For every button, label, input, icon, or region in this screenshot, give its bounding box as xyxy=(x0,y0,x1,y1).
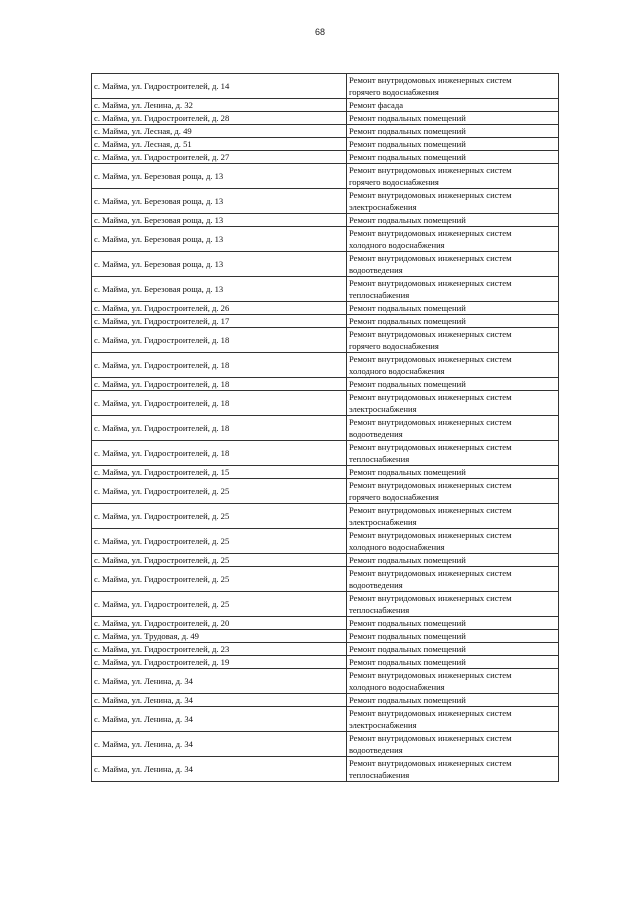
address-cell: с. Майма, ул. Гидростроителей, д. 15 xyxy=(92,466,347,479)
table-row xyxy=(92,707,559,732)
work-line: теплоснабжения xyxy=(349,770,410,780)
work-line: электроснабжения xyxy=(349,720,417,730)
work-cell xyxy=(347,214,559,227)
address-cell: с. Майма, ул. Ленина, д. 34 xyxy=(92,707,347,732)
table-row xyxy=(92,732,559,757)
work-cell xyxy=(347,694,559,707)
table-row xyxy=(92,694,559,707)
work-line: Ремонт подвальных помещений xyxy=(349,379,466,389)
work-cell xyxy=(347,112,559,125)
address-cell: с. Майма, ул. Ленина, д. 34 xyxy=(92,669,347,694)
works-table xyxy=(91,73,559,782)
table-row xyxy=(92,353,559,378)
address-cell: с. Майма, ул. Гидростроителей, д. 26 xyxy=(92,302,347,315)
table-row xyxy=(92,252,559,277)
work-cell xyxy=(347,391,559,416)
work-cell xyxy=(347,302,559,315)
work-line: водоотведения xyxy=(349,429,403,439)
address-cell: с. Майма, ул. Гидростроителей, д. 25 xyxy=(92,567,347,592)
work-cell xyxy=(347,328,559,353)
work-line: Ремонт фасада xyxy=(349,100,404,110)
address-cell: с. Майма, ул. Березовая роща, д. 13 xyxy=(92,214,347,227)
work-line: горячего водоснабжения xyxy=(349,492,439,502)
table-row xyxy=(92,466,559,479)
address-cell: с. Майма, ул. Гидростроителей, д. 23 xyxy=(92,643,347,656)
table-row xyxy=(92,592,559,617)
work-line: холодного водоснабжения xyxy=(349,542,445,552)
work-cell xyxy=(347,592,559,617)
work-line: электроснабжения xyxy=(349,202,417,212)
table-row xyxy=(92,315,559,328)
work-line: Ремонт внутридомовых инженерных систем xyxy=(349,278,512,288)
address-cell: с. Майма, ул. Гидростроителей, д. 19 xyxy=(92,656,347,669)
work-line: горячего водоснабжения xyxy=(349,87,439,97)
work-cell xyxy=(347,315,559,328)
address-cell: с. Майма, ул. Березовая роща, д. 13 xyxy=(92,252,347,277)
work-line: Ремонт подвальных помещений xyxy=(349,631,466,641)
table-row xyxy=(92,378,559,391)
work-line: горячего водоснабжения xyxy=(349,341,439,351)
work-line: Ремонт подвальных помещений xyxy=(349,316,466,326)
table-row xyxy=(92,328,559,353)
address-cell: с. Майма, ул. Гидростроителей, д. 25 xyxy=(92,554,347,567)
work-line: водоотведения xyxy=(349,580,403,590)
work-line: горячего водоснабжения xyxy=(349,177,439,187)
address-cell: с. Майма, ул. Трудовая, д. 49 xyxy=(92,630,347,643)
table-row xyxy=(92,277,559,302)
work-cell xyxy=(347,441,559,466)
address-cell: с. Майма, ул. Гидростроителей, д. 25 xyxy=(92,529,347,554)
work-line: Ремонт подвальных помещений xyxy=(349,152,466,162)
table-row xyxy=(92,74,559,99)
table-row xyxy=(92,529,559,554)
work-line: Ремонт внутридомовых инженерных систем xyxy=(349,733,512,743)
work-cell xyxy=(347,630,559,643)
work-cell xyxy=(347,757,559,782)
address-cell: с. Майма, ул. Ленина, д. 34 xyxy=(92,694,347,707)
table-row xyxy=(92,630,559,643)
table-row xyxy=(92,99,559,112)
work-line: Ремонт внутридомовых инженерных систем xyxy=(349,593,512,603)
address-cell: с. Майма, ул. Ленина, д. 34 xyxy=(92,732,347,757)
work-line: Ремонт внутридомовых инженерных систем xyxy=(349,480,512,490)
address-cell: с. Майма, ул. Гидростроителей, д. 14 xyxy=(92,74,347,99)
work-cell xyxy=(347,479,559,504)
work-cell xyxy=(347,554,559,567)
work-cell xyxy=(347,189,559,214)
work-line: теплоснабжения xyxy=(349,605,410,615)
table-row xyxy=(92,227,559,252)
work-cell xyxy=(347,138,559,151)
work-line: холодного водоснабжения xyxy=(349,240,445,250)
work-line: Ремонт внутридомовых инженерных систем xyxy=(349,165,512,175)
address-cell: с. Майма, ул. Гидростроителей, д. 18 xyxy=(92,353,347,378)
work-line: водоотведения xyxy=(349,265,403,275)
table-row xyxy=(92,567,559,592)
work-line: Ремонт подвальных помещений xyxy=(349,126,466,136)
work-line: Ремонт внутридомовых инженерных систем xyxy=(349,442,512,452)
work-cell xyxy=(347,707,559,732)
work-line: Ремонт внутридомовых инженерных систем xyxy=(349,190,512,200)
work-line: Ремонт подвальных помещений xyxy=(349,113,466,123)
table-row xyxy=(92,656,559,669)
work-cell xyxy=(347,277,559,302)
table-row xyxy=(92,416,559,441)
work-cell xyxy=(347,378,559,391)
work-line: Ремонт подвальных помещений xyxy=(349,695,466,705)
work-cell xyxy=(347,151,559,164)
address-cell: с. Майма, ул. Гидростроителей, д. 18 xyxy=(92,378,347,391)
table-row xyxy=(92,112,559,125)
table-row xyxy=(92,504,559,529)
work-line: Ремонт внутридомовых инженерных систем xyxy=(349,530,512,540)
address-cell: с. Майма, ул. Березовая роща, д. 13 xyxy=(92,227,347,252)
work-cell xyxy=(347,643,559,656)
table-row xyxy=(92,669,559,694)
address-cell: с. Майма, ул. Гидростроителей, д. 18 xyxy=(92,391,347,416)
address-cell: с. Майма, ул. Гидростроителей, д. 27 xyxy=(92,151,347,164)
address-cell: с. Майма, ул. Березовая роща, д. 13 xyxy=(92,164,347,189)
work-line: теплоснабжения xyxy=(349,290,410,300)
work-cell xyxy=(347,99,559,112)
work-cell xyxy=(347,504,559,529)
table-row xyxy=(92,617,559,630)
work-line: Ремонт внутридомовых инженерных систем xyxy=(349,670,512,680)
table-row xyxy=(92,214,559,227)
address-cell: с. Майма, ул. Гидростроителей, д. 25 xyxy=(92,504,347,529)
address-cell: с. Майма, ул. Березовая роща, д. 13 xyxy=(92,277,347,302)
address-cell: с. Майма, ул. Березовая роща, д. 13 xyxy=(92,189,347,214)
address-cell: с. Майма, ул. Гидростроителей, д. 20 xyxy=(92,617,347,630)
address-cell: с. Майма, ул. Гидростроителей, д. 17 xyxy=(92,315,347,328)
address-cell: с. Майма, ул. Гидростроителей, д. 25 xyxy=(92,592,347,617)
work-line: Ремонт подвальных помещений xyxy=(349,555,466,565)
work-line: холодного водоснабжения xyxy=(349,366,445,376)
work-line: Ремонт внутридомовых инженерных систем xyxy=(349,75,512,85)
work-line: Ремонт внутридомовых инженерных систем xyxy=(349,505,512,515)
work-cell xyxy=(347,529,559,554)
work-line: водоотведения xyxy=(349,745,403,755)
table-row xyxy=(92,138,559,151)
work-cell xyxy=(347,567,559,592)
work-line: Ремонт подвальных помещений xyxy=(349,467,466,477)
work-line: Ремонт подвальных помещений xyxy=(349,303,466,313)
address-cell: с. Майма, ул. Гидростроителей, д. 18 xyxy=(92,416,347,441)
table-row xyxy=(92,757,559,782)
table-row xyxy=(92,441,559,466)
work-line: Ремонт внутридомовых инженерных систем xyxy=(349,392,512,402)
work-cell xyxy=(347,353,559,378)
work-cell xyxy=(347,656,559,669)
work-cell xyxy=(347,227,559,252)
work-cell xyxy=(347,164,559,189)
address-cell: с. Майма, ул. Лесная, д. 49 xyxy=(92,125,347,138)
address-cell: с. Майма, ул. Гидростроителей, д. 25 xyxy=(92,479,347,504)
table-row xyxy=(92,125,559,138)
table-row xyxy=(92,479,559,504)
work-line: Ремонт внутридомовых инженерных систем xyxy=(349,253,512,263)
address-cell: с. Майма, ул. Гидростроителей, д. 18 xyxy=(92,328,347,353)
table-row xyxy=(92,554,559,567)
address-cell: с. Майма, ул. Ленина, д. 32 xyxy=(92,99,347,112)
address-cell: с. Майма, ул. Ленина, д. 34 xyxy=(92,757,347,782)
work-cell xyxy=(347,125,559,138)
work-line: Ремонт подвальных помещений xyxy=(349,618,466,628)
work-line: Ремонт внутридомовых инженерных систем xyxy=(349,329,512,339)
table-row xyxy=(92,151,559,164)
work-line: холодного водоснабжения xyxy=(349,682,445,692)
work-line: Ремонт внутридомовых инженерных систем xyxy=(349,568,512,578)
work-cell xyxy=(347,74,559,99)
work-line: Ремонт подвальных помещений xyxy=(349,139,466,149)
table-row xyxy=(92,391,559,416)
table-row xyxy=(92,189,559,214)
work-line: Ремонт внутридомовых инженерных систем xyxy=(349,228,512,238)
works-table-body xyxy=(92,74,559,782)
work-line: Ремонт подвальных помещений xyxy=(349,657,466,667)
table-row xyxy=(92,302,559,315)
work-line: Ремонт внутридомовых инженерных систем xyxy=(349,417,512,427)
work-cell xyxy=(347,466,559,479)
work-cell xyxy=(347,669,559,694)
table-row xyxy=(92,164,559,189)
work-line: Ремонт подвальных помещений xyxy=(349,644,466,654)
work-line: Ремонт подвальных помещений xyxy=(349,215,466,225)
work-cell xyxy=(347,617,559,630)
address-cell: с. Майма, ул. Гидростроителей, д. 28 xyxy=(92,112,347,125)
work-cell xyxy=(347,732,559,757)
table-row xyxy=(92,643,559,656)
work-line: электроснабжения xyxy=(349,517,417,527)
work-cell xyxy=(347,416,559,441)
page-number: 68 xyxy=(314,27,325,37)
address-cell: с. Майма, ул. Гидростроителей, д. 18 xyxy=(92,441,347,466)
work-line: Ремонт внутридомовых инженерных систем xyxy=(349,708,512,718)
work-line: электроснабжения xyxy=(349,404,417,414)
work-line: Ремонт внутридомовых инженерных систем xyxy=(349,758,512,768)
work-line: теплоснабжения xyxy=(349,454,410,464)
work-cell xyxy=(347,252,559,277)
work-line: Ремонт внутридомовых инженерных систем xyxy=(349,354,512,364)
address-cell: с. Майма, ул. Лесная, д. 51 xyxy=(92,138,347,151)
